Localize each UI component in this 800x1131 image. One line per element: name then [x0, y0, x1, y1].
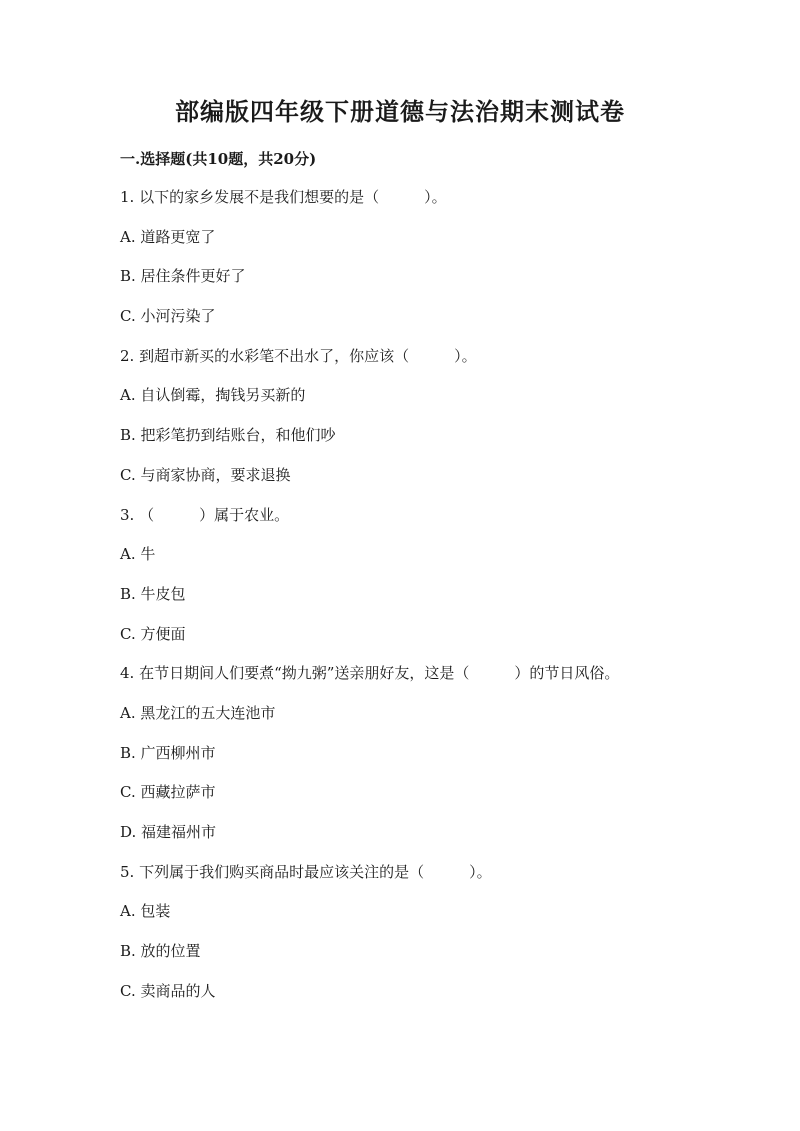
- question-2-stem: 2. 到超市新买的水彩笔不出水了，你应该（ ）。: [120, 346, 477, 365]
- question-3-option-c: C. 方便面: [120, 624, 186, 643]
- question-5-option-b: B. 放的位置: [120, 942, 201, 961]
- question-list: [120, 186, 740, 1019]
- question-4-option-d: D. 福建福州市: [120, 823, 217, 841]
- question-5-option-a: A. 包装: [120, 902, 171, 921]
- question-1-option-c: C. 小河污染了: [120, 307, 216, 326]
- question-4-option-c: C. 西藏拉萨市: [120, 783, 216, 802]
- question-1-option-b: B. 居住条件更好了: [120, 267, 246, 286]
- question-2-option-a: A. 自认倒霉，掏钱另买新的: [120, 386, 306, 405]
- question-1-option-a: A. 道路更宽了: [120, 227, 216, 246]
- question-2-option-b: B. 把彩笔扔到结账台，和他们吵: [120, 426, 336, 445]
- question-3-option-a: A. 牛: [120, 545, 156, 564]
- question-5-stem: 5. 下列属于我们购买商品时最应该关注的是（ ）。: [120, 862, 492, 881]
- question-5-option-c: C. 卖商品的人: [120, 981, 216, 1000]
- question-4-option-a: A. 黑龙江的五大连池市: [120, 703, 276, 722]
- question-3-option-b: B. 牛皮包: [120, 584, 186, 603]
- question-4-stem: 4. 在节日期间人们要煮“拗九粥”送亲朋好友，这是（ ）的节日风俗。: [120, 664, 620, 683]
- question-4-option-b: B. 广西柳州市: [120, 743, 216, 762]
- question-3-stem: 3. （ ）属于农业。: [120, 505, 290, 524]
- page-title: 部编版四年级下册道德与法治期末测试卷: [175, 97, 625, 126]
- question-2-option-c: C. 与商家协商，要求退换: [120, 465, 291, 484]
- section-heading: 一.选择题(共10题，共20分): [120, 150, 317, 168]
- question-1-stem: 1. 以下的家乡发展不是我们想要的是（ ）。: [120, 188, 447, 206]
